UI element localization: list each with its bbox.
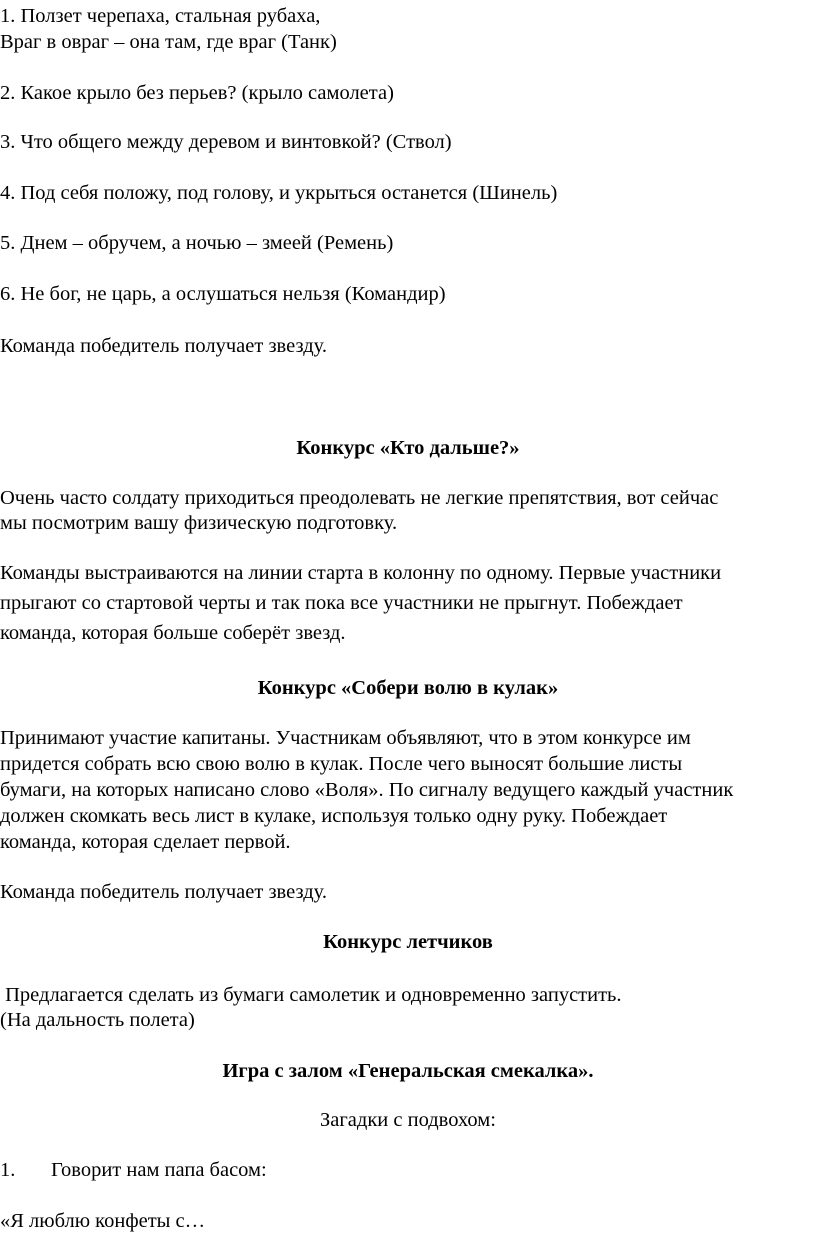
contest-pilots-heading: Конкурс летчиков bbox=[323, 931, 493, 953]
game-hall-quote: «Я люблю конфеты с… bbox=[0, 1210, 206, 1232]
contest-far-p1-line-2: мы посмотрим вашу физическую подготовку. bbox=[0, 512, 398, 534]
riddle-3: 3. Что общего между деревом и винтовкой? (Ствол) bbox=[0, 131, 452, 153]
riddle-4: 4. Под себя положу, под голову, и укрыться останется (Шинель) bbox=[0, 182, 558, 204]
contest-will-line-5: команда, которая сделает первой. bbox=[0, 831, 291, 853]
contest-will-line-1: Принимают участие капитаны. Участникам объявляют, что в этом конкурсе им bbox=[0, 727, 691, 749]
riddles-result: Команда победитель получает звезду. bbox=[0, 335, 327, 357]
game-hall-heading: Игра с залом «Генеральская смекалка». bbox=[222, 1060, 594, 1082]
contest-will-heading: Конкурс «Собери волю в кулак» bbox=[257, 677, 559, 699]
contest-far-heading: Конкурс «Кто дальше?» bbox=[296, 437, 520, 459]
riddle-1-line-1: 1. Ползет черепаха, стальная рубаха, bbox=[0, 5, 321, 27]
riddle-2: 2. Какое крыло без перьев? (крыло самолета) bbox=[0, 82, 394, 104]
contest-far-p2-line-3: команда, которая больше соберёт звезд. bbox=[0, 622, 346, 644]
contest-will-line-4: должен скомкать весь лист в кулаке, используя только одну руку. Побеждает bbox=[0, 805, 668, 827]
contest-will-result: Команда победитель получает звезду. bbox=[0, 881, 327, 903]
riddle-1-line-2: Враг в овраг – она там, где враг (Танк) bbox=[0, 31, 337, 53]
contest-will-line-3: бумаги, на которых написано слово «Воля». По сигналу ведущего каждый участник bbox=[0, 779, 734, 801]
list-item-text: Говорит нам папа басом: bbox=[51, 1159, 267, 1181]
contest-will-line-2: придется собрать всю свою волю в кулак. После чего выносят большие листы bbox=[0, 753, 683, 775]
riddle-6: 6. Не бог, не царь, а ослушаться нельзя (Командир) bbox=[0, 283, 446, 305]
contest-far-p2-line-1: Команды выстраиваются на линии старта в колонну по одному. Первые участники bbox=[0, 562, 722, 584]
riddle-5: 5. Днем – обручем, а ночью – змеей (Ремень) bbox=[0, 232, 394, 254]
contest-far-p2-line-2: прыгают со стартовой черты и так пока все участники не прыгнут. Побеждает bbox=[0, 592, 683, 614]
game-hall-item-1 bbox=[0, 1157, 267, 1183]
game-hall-subheading: Загадки с подвохом: bbox=[320, 1109, 496, 1131]
contest-far-p1-line-1: Очень часто солдату приходиться преодолевать не легкие препятствия, вот сейчас bbox=[0, 487, 719, 509]
list-number: 1. bbox=[0, 1159, 16, 1181]
contest-pilots-line-1: Предлагается сделать из бумаги самолетик и одновременно запустить. bbox=[0, 984, 622, 1006]
contest-pilots-line-2: (На дальность полета) bbox=[0, 1009, 195, 1031]
